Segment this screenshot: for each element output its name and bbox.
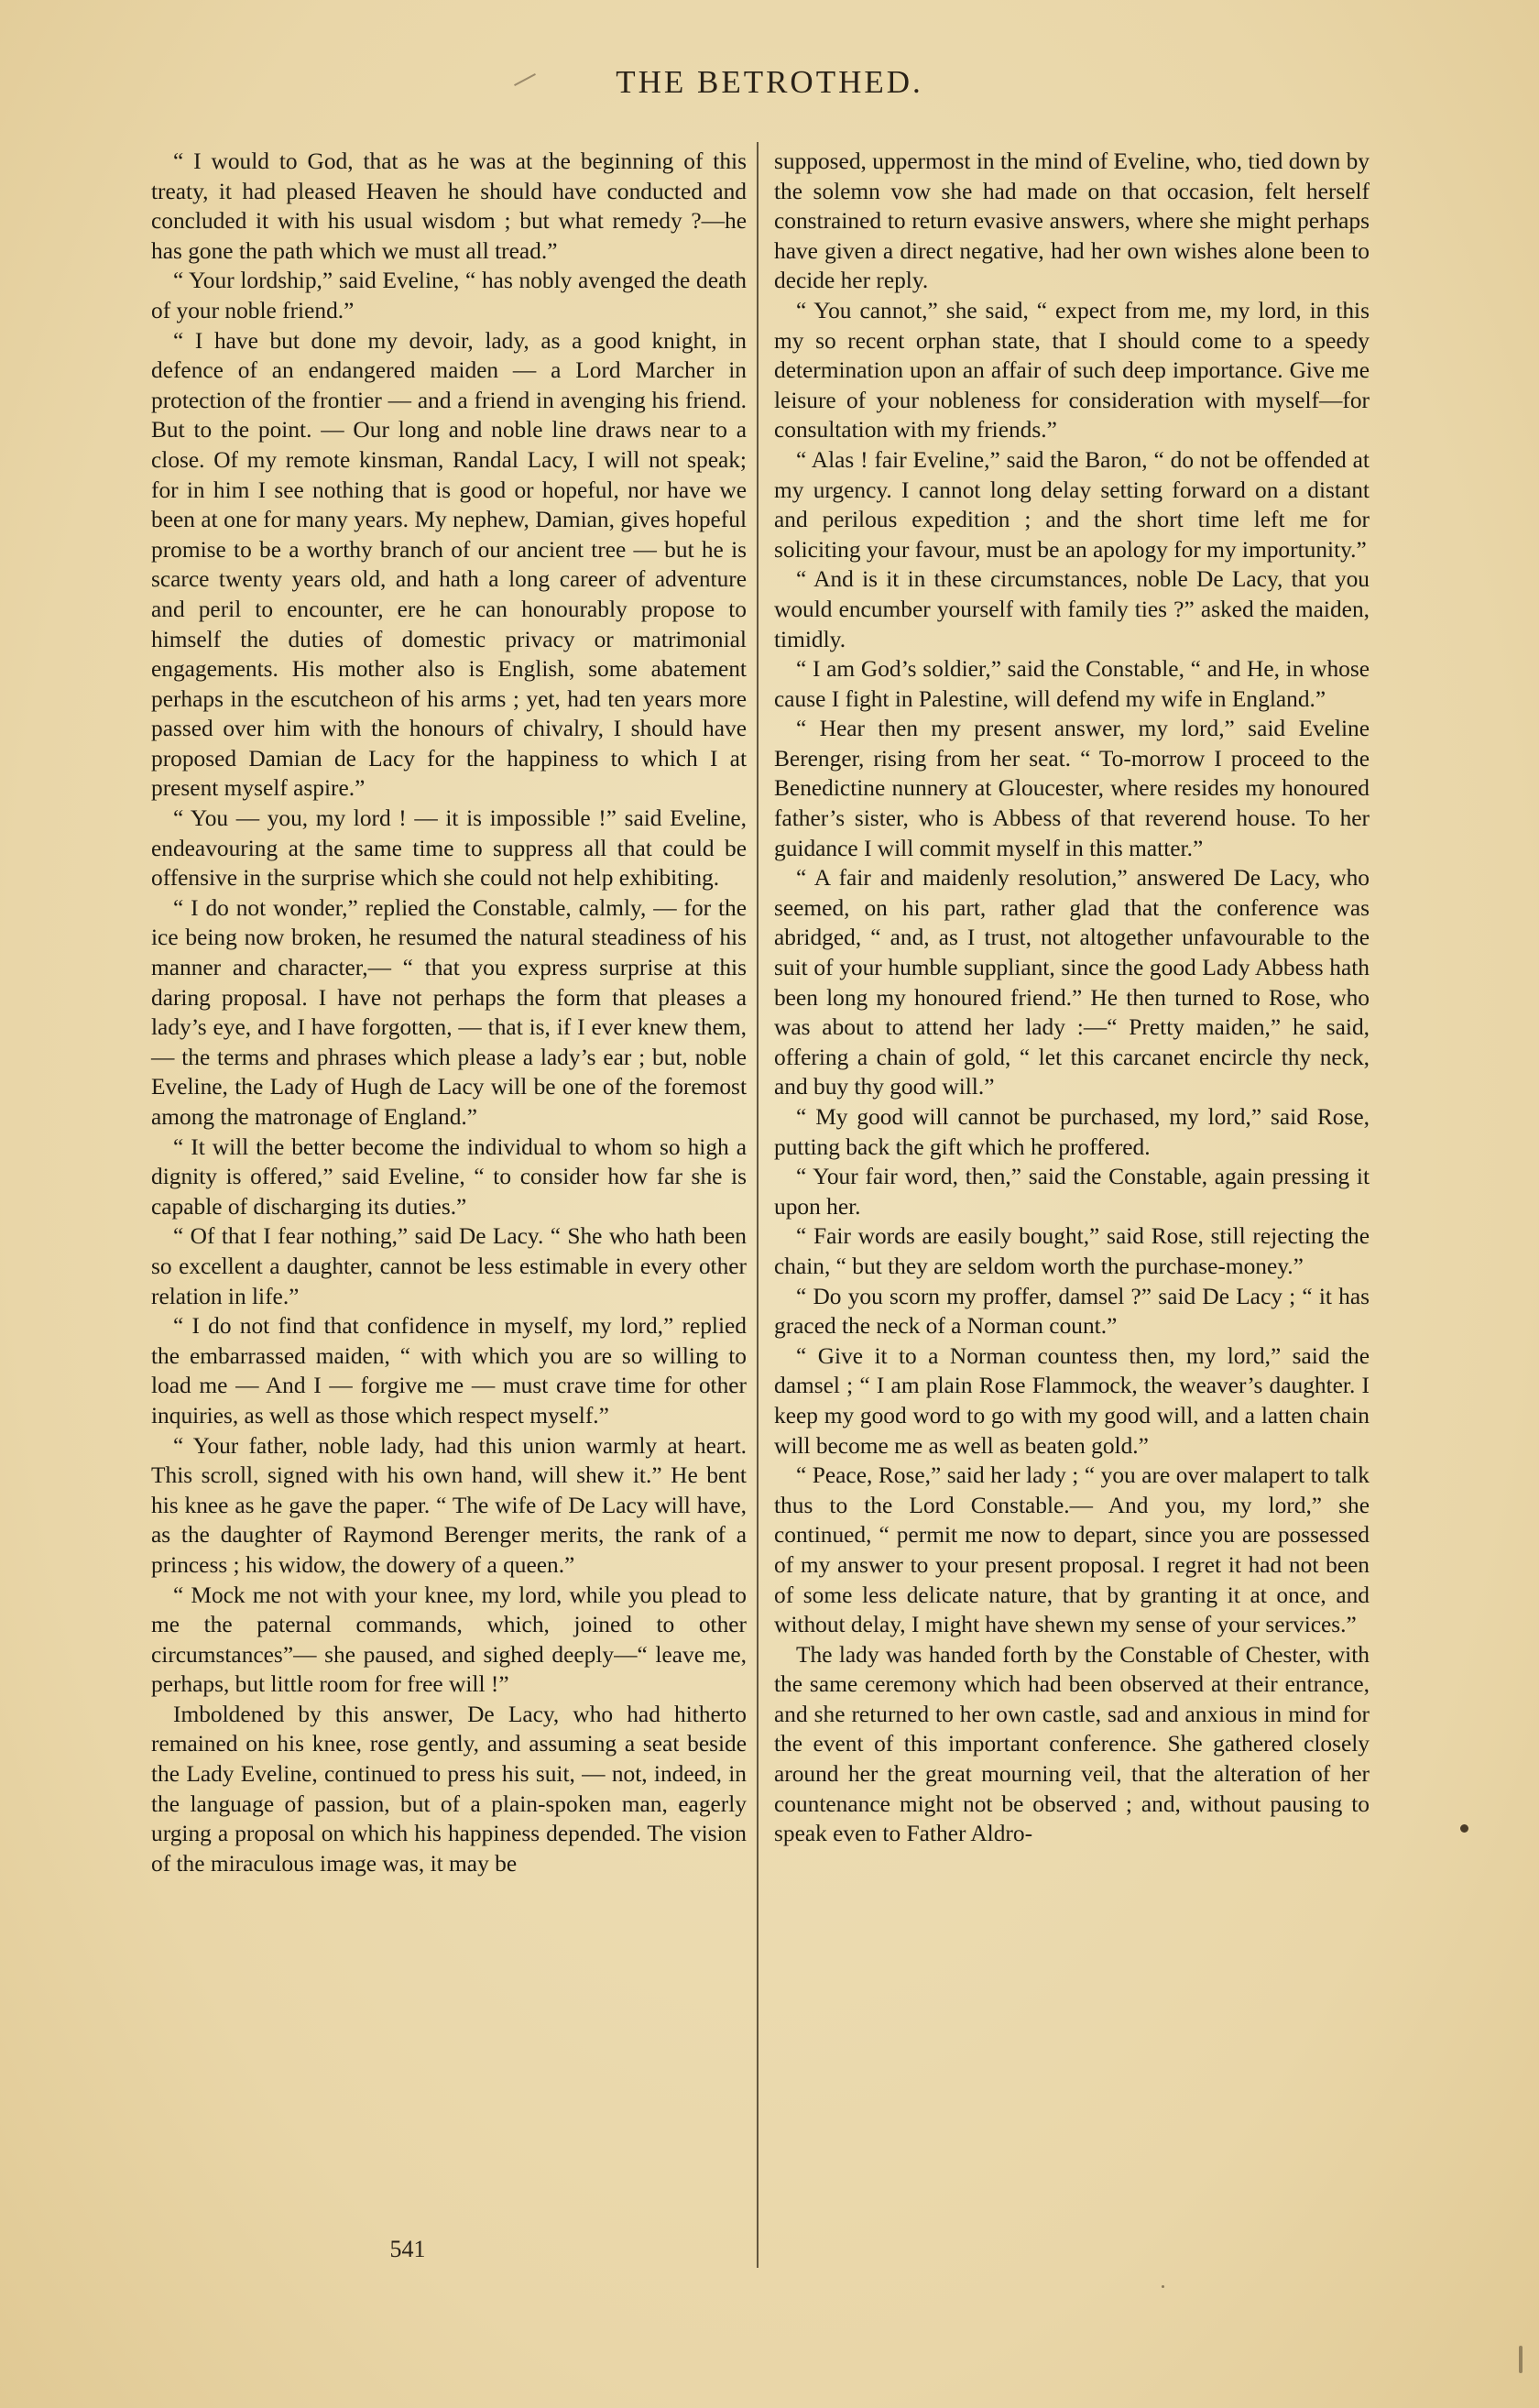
running-header: THE BETROTHED. bbox=[616, 64, 923, 100]
left-column bbox=[151, 147, 747, 1878]
paragraph: “ Fair words are easily bought,” said Rose, still rejecting the chain, “ but they are seldom worth the purchase-money.” bbox=[774, 1223, 1370, 1279]
paragraph: “ Hear then my present answer, my lord,” said Eveline Berenger, rising from her seat. “ To-morrow I proceed to the Benedictine nunnery at Gloucester, where resides my honoured father’s sister, who is Abbess of that reverend house. To her guidance I will commit myself in this matter.” bbox=[774, 716, 1370, 861]
paragraph: “ It will the better become the individual to whom so high a dignity is offered,” said Eveline, “ to consider how far she is capable of discharging its duties.” bbox=[151, 1133, 747, 1220]
ink-speck bbox=[1519, 2346, 1523, 2373]
paragraph: “ I do not find that confidence in myself, my lord,” replied the embarrassed maiden, “ with which you are so willing to load me — And I — forgive me — must crave time for other inquiries, as well as those which respect myself.” bbox=[151, 1313, 747, 1428]
paragraph: “ My good will cannot be purchased, my lord,” said Rose, putting back the gift which he proffered. bbox=[774, 1104, 1370, 1160]
paragraph: “ Of that I fear nothing,” said De Lacy. “ She who hath been so excellent a daughter, cannot be less estimable in every other relation in life.” bbox=[151, 1223, 747, 1309]
paragraph: “ You — you, my lord ! — it is impossible !” said Eveline, endeavouring at the same time to suppress all that could be offensive in the surprise which she could not help exhibiting. bbox=[151, 805, 747, 892]
paragraph: “ And is it in these circumstances, noble De Lacy, that you would encumber yourself with family ties ?” asked the maiden, timidly. bbox=[774, 566, 1370, 652]
paragraph: “ You cannot,” she said, “ expect from me, my lord, in this my so recent orphan state, that I should come to a speedy determination upon an affair of such deep importance. Give me leisure of your nobleness for consideration with myself—for consultation with my friends.” bbox=[774, 297, 1370, 443]
paragraph: “ I am God’s soldier,” said the Constable, “ and He, in whose cause I fight in Palestine, will defend my wife in England.” bbox=[774, 656, 1370, 712]
paragraph: “ Mock me not with your knee, my lord, while you plead to me the paternal commands, which, joined to other circumstances”— she paused, and sighed deeply—“ leave me, perhaps, but little room for free will !” bbox=[151, 1582, 747, 1698]
paragraph: “ I do not wonder,” replied the Constable, calmly, — for the ice being now broken, he resumed the natural steadiness of his manner and character,— “ that you express surprise at this daring proposal. I have not perhaps the form that pleases a lady’s eye, and I have forgotten, — that is, if I ever knew them, — the terms and phrases which please a lady’s ear ; but, noble Eveline, the Lady of Hugh de Lacy will be one of the foremost among the matronage of England.” bbox=[151, 894, 747, 1130]
paragraph: “ A fair and maidenly resolution,” answered De Lacy, who seemed, on his part, rather glad that the conference was abridged, “ and, as I trust, not altogether unfavourable to the suit of your humble suppliant, since the good Lady Abbess hath been long my honoured friend.” He then turned to Rose, who was about to attend her lady :—“ Pretty maiden,” he said, offering a chain of gold, “ let this carcanet encircle thy neck, and buy thy good will.” bbox=[774, 865, 1370, 1100]
paragraph: The lady was handed forth by the Constable of Chester, with the same ceremony which had been observed at their entrance, and she returned to her own castle, sad and anxious in mind for the event of this important conference. She gathered closely around her the great mourning veil, that the alteration of her countenance might not be observed ; and, without pausing to speak even to Father Aldro- bbox=[774, 1641, 1370, 1847]
paragraph: “ Give it to a Norman countess then, my lord,” said the damsel ; “ I am plain Rose Flammock, the weaver’s daughter. I keep my good word to go with my good will, and a latten chain will become me as well as beaten gold.” bbox=[774, 1342, 1370, 1459]
paragraph: “ Do you scorn my proffer, damsel ?” said De Lacy ; “ it has graced the neck of a Norman count.” bbox=[774, 1283, 1370, 1340]
paragraph: “ Alas ! fair Eveline,” said the Baron, “ do not be offended at my urgency. I cannot long delay setting forward on a distant and perilous expedition ; and the short time left me for soliciting your favour, must be an apology for my importunity.” bbox=[774, 446, 1370, 563]
paragraph: “ Your fair word, then,” said the Constable, again pressing it upon her. bbox=[774, 1164, 1370, 1220]
paragraph: “ I have but done my devoir, lady, as a good knight, in defence of an endangered maiden — a Lord Marcher in protection of the frontier — and a friend in avenging his friend. But to the point. — Our long and noble line draws near to a close. Of my remote kinsman, Randal Lacy, I will not speak; for in him I see nothing that is good or hopeful, nor have we been at one for many years. My nephew, Damian, gives hopeful promise to be a worthy branch of our ancient tree — but he is scarce twenty years old, and hath a long career of adventure and peril to encounter, ere he can honourably propose to himself the duties of domestic privacy or matrimonial engagements. His mother also is English, some abatement perhaps in the escutcheon of his arms ; yet, had ten years more passed over him with the honours of chivalry, I should have proposed Damian de Lacy for the happiness to which I at present myself aspire.” bbox=[151, 327, 747, 802]
ink-speck bbox=[1162, 2285, 1164, 2288]
paragraph: “ Your father, noble lady, had this union warmly at heart. This scroll, signed with his own hand, will shew it.” He bent his knee as he gave the paper. “ The wife of De Lacy will have, as the daughter of Raymond Berenger merits, the rank of a princess ; his widow, the dowery of a queen.” bbox=[151, 1432, 747, 1578]
paragraph: “ Peace, Rose,” said her lady ; “ you are over malapert to talk thus to the Lord Constable.— And you, my lord,” she continued, “ permit me now to depart, since you are possessed of my answer to your present proposal. I regret it had not been of some less delicate nature, that by granting it at once, and without delay, I might have shewn my sense of your services.” bbox=[774, 1462, 1370, 1638]
paragraph: “ Your lordship,” said Eveline, “ has nobly avenged the death of your noble friend.” bbox=[151, 268, 747, 323]
paragraph: “ I would to God, that as he was at the beginning of this treaty, it had pleased Heaven he should have conducted and concluded it with his usual wisdom ; but what remedy ?—he has gone the path which we must all tread.” bbox=[151, 148, 747, 264]
right-column bbox=[774, 147, 1370, 1849]
paragraph-continued: supposed, uppermost in the mind of Eveline, who, tied down by the solemn vow she had made on that occasion, felt herself constrained to return evasive answers, where she might perhaps have given a direct negative, had her own wishes alone been to decide her reply. bbox=[774, 148, 1370, 294]
ink-speck bbox=[1460, 1824, 1468, 1833]
column-divider bbox=[757, 142, 759, 2268]
paragraph: Imboldened by this answer, De Lacy, who had hitherto remained on his knee, rose gently, and assuming a seat beside the Lady Eveline, continued to press his suit, — not, indeed, in the language of passion, but of a plain-spoken man, eagerly urging a proposal on which his happiness depended. The vision of the miraculous image was, it may be bbox=[151, 1701, 747, 1877]
page-number: 541 bbox=[389, 2236, 426, 2262]
